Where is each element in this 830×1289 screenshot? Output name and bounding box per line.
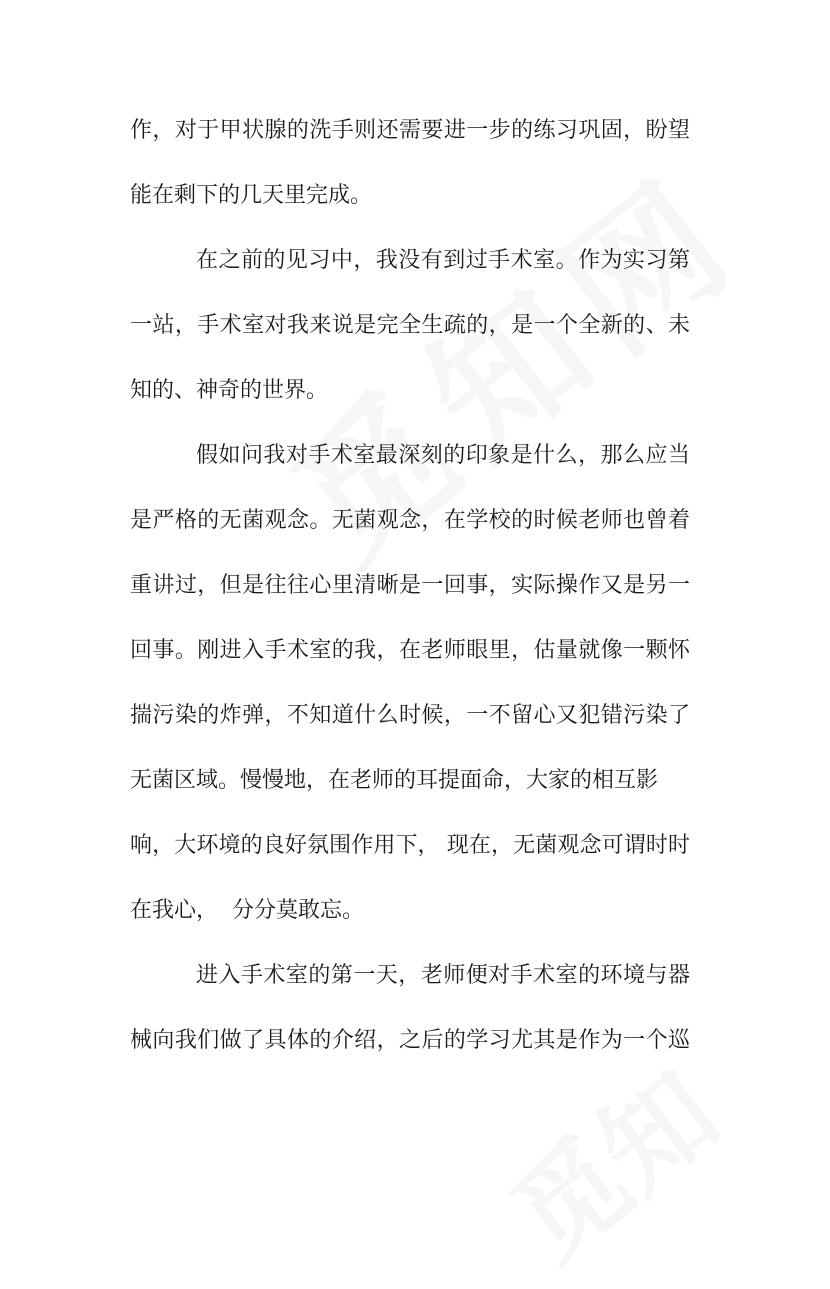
text-line: 重讲过，但是往往心里清晰是一回事，实际操作又是另一 <box>130 573 690 598</box>
text-line: 是严格的无菌观念。无菌观念，在学校的时候老师也曾着 <box>130 508 690 533</box>
paragraph-start-line: 假如问我对手术室最深刻的印象是什么，那么应当 <box>196 443 690 468</box>
text-line: 作，对于甲状腺的洗手则还需要进一步的练习巩固，盼望 <box>130 118 690 143</box>
text-line: 械向我们做了具体的介绍，之后的学习尤其是作为一个巡 <box>130 1028 690 1053</box>
paragraph-start-line: 在之前的见习中，我没有到过手术室。作为实习第 <box>196 248 690 273</box>
text-line: 能在剩下的几天里完成。 <box>130 183 373 208</box>
text-line: 知的、神奇的世界。 <box>130 378 329 403</box>
text-line: 在我心， 分分莫敢忘。 <box>130 898 364 923</box>
text-line: 揣污染的炸弹，不知道什么时候，一不留心又犯错污染了 <box>130 703 690 728</box>
text-line: 响，大环境的良好氛围作用下， 现在，无菌观念可谓时时 <box>130 833 690 858</box>
text-line: 回事。刚进入手术室的我，在老师眼里，估量就像一颗怀 <box>130 638 690 663</box>
text-line: 无菌区域。慢慢地，在老师的耳提面命，大家的相互影 <box>130 768 659 793</box>
paragraph-start-line: 进入手术室的第一天，老师便对手术室的环境与器 <box>196 963 690 988</box>
watermark-bottom <box>475 1029 746 1289</box>
text-line: 一站，手术室对我来说是完全生疏的，是一个全新的、未 <box>130 313 690 338</box>
